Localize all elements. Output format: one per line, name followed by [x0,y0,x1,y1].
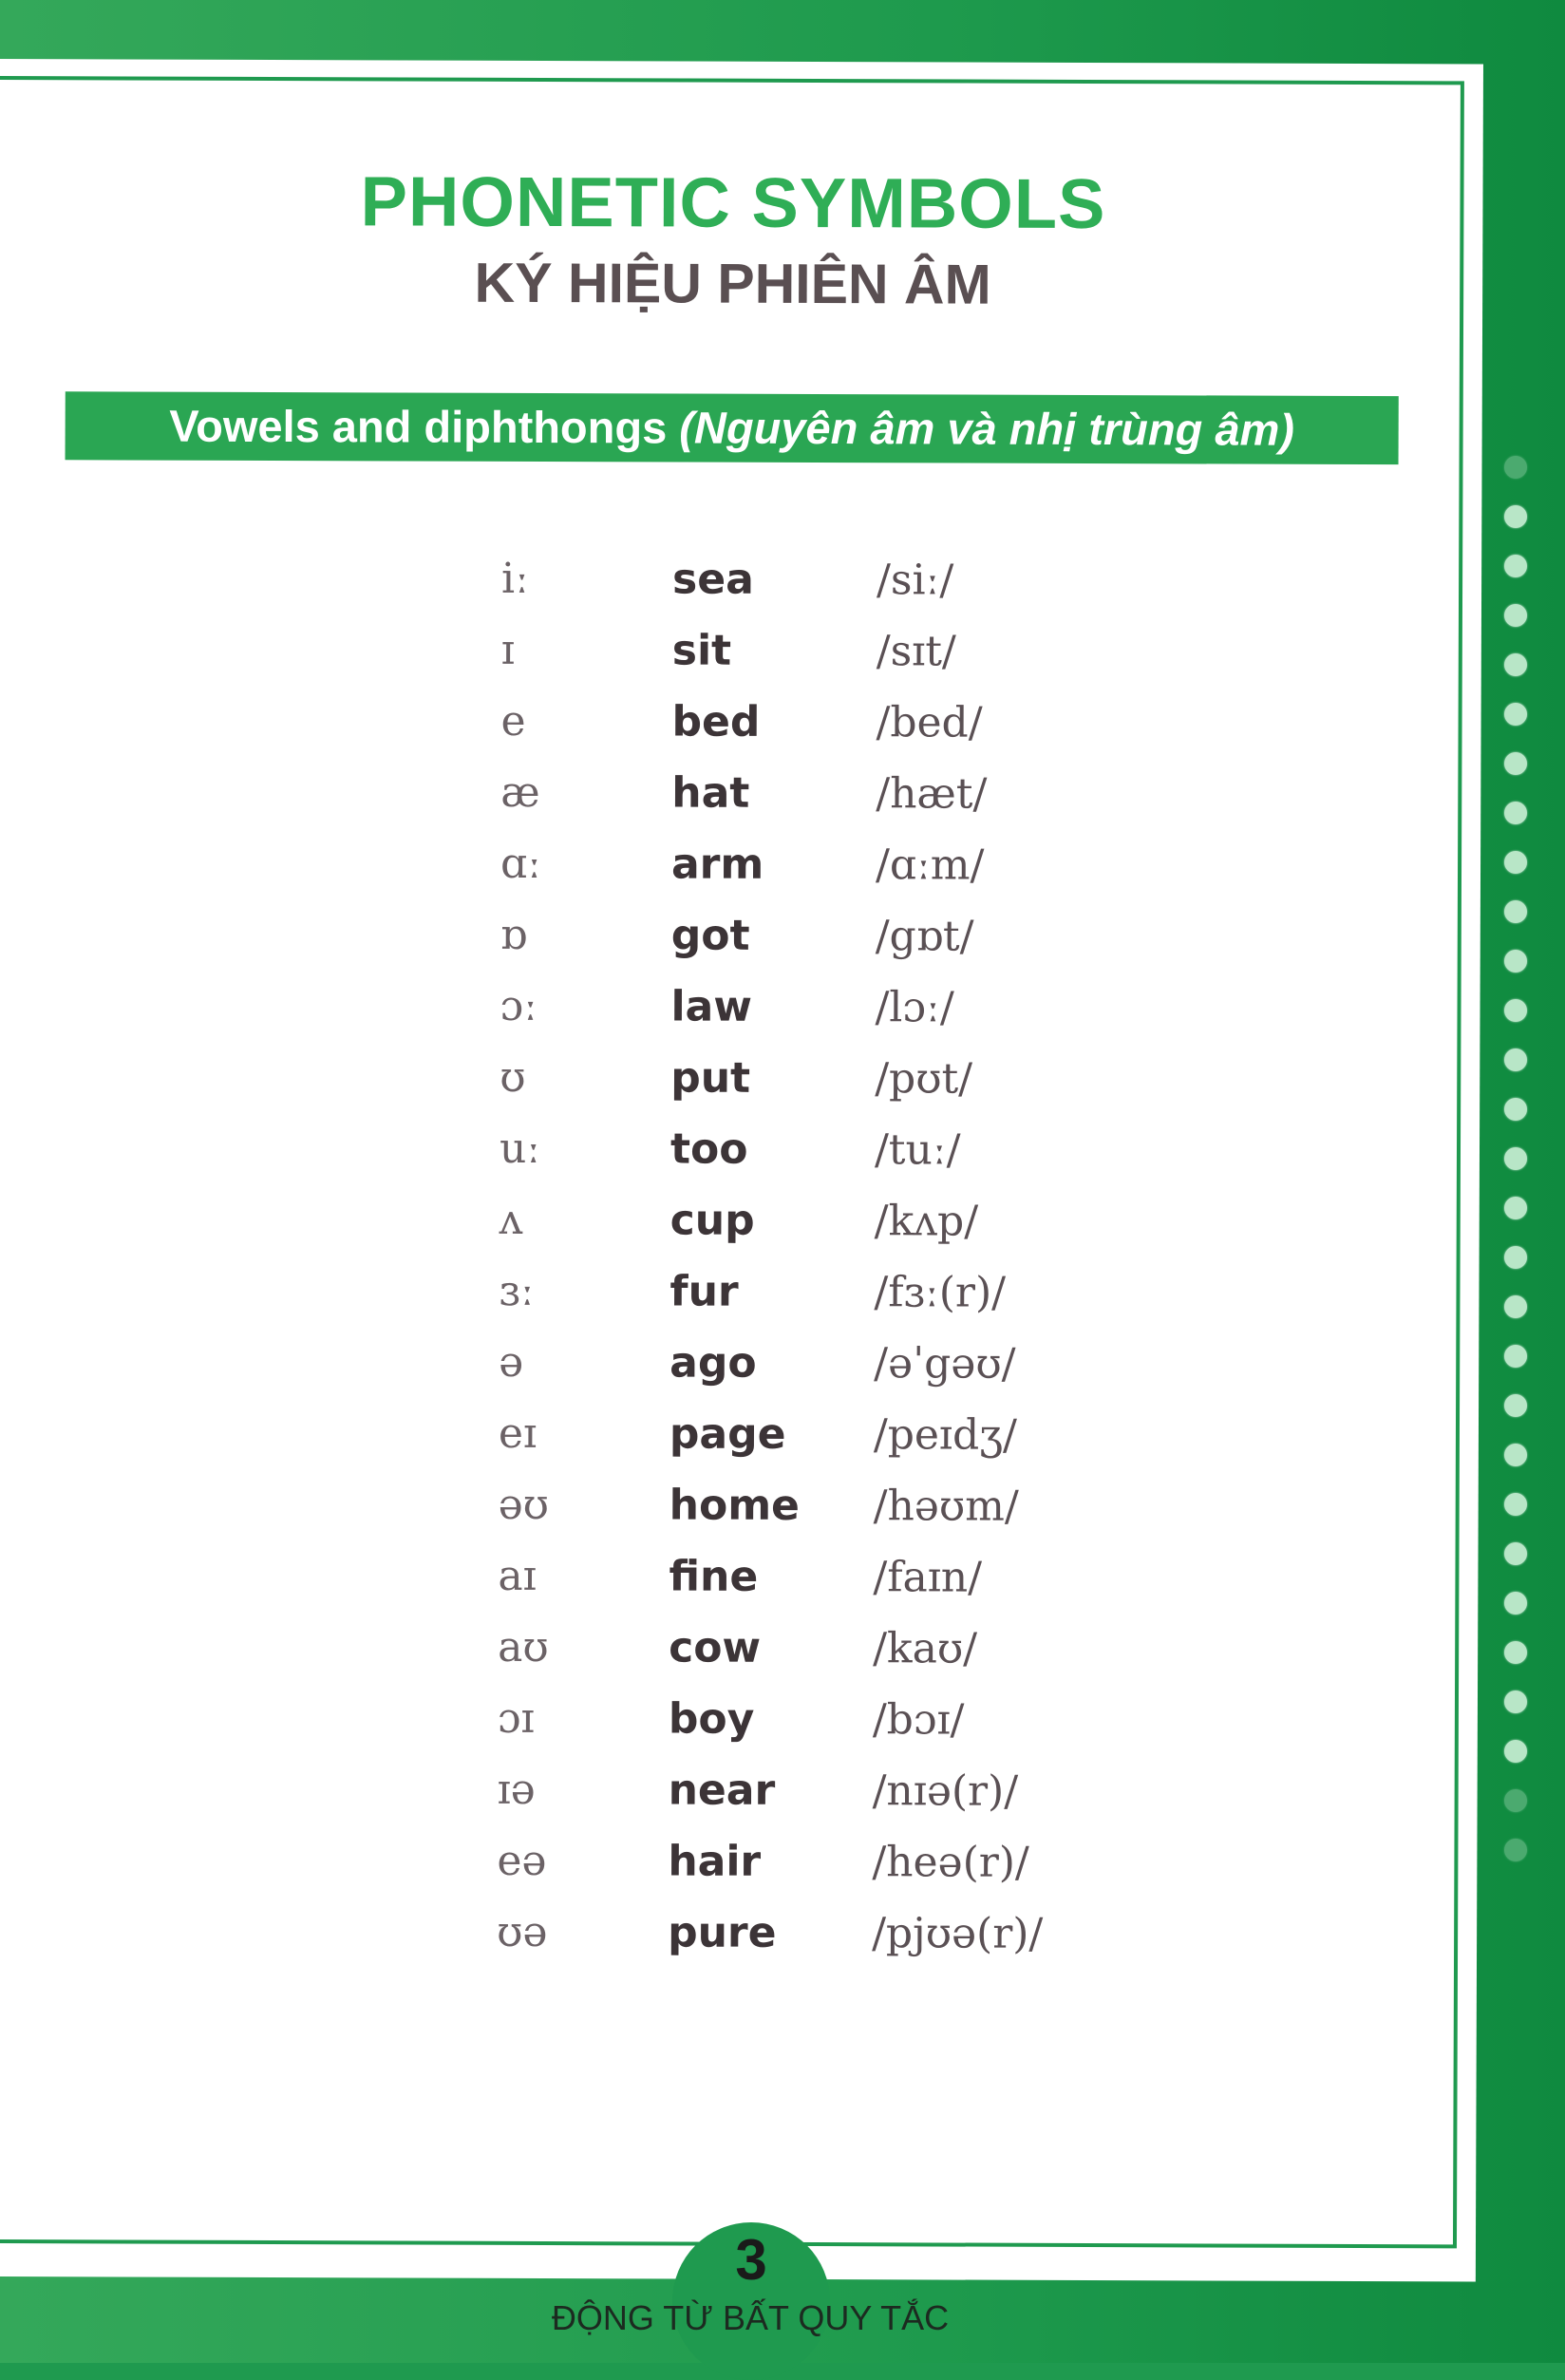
phonetic-symbol: iː [501,554,530,603]
phonetic-symbol: aɪ [498,1551,537,1600]
transcription: /bed/ [876,698,983,747]
table-row [0,1325,1479,1401]
transcription: /pjʊə(r)/ [872,1909,1044,1958]
phonetic-symbol: eə [497,1836,547,1886]
example-word: home [669,1481,801,1530]
transcription: /həʊm/ [873,1482,1019,1531]
example-word: hat [671,768,750,818]
table-row [0,613,1481,689]
binding-dot [1504,851,1527,874]
binding-dot [1504,703,1527,726]
example-word: got [670,911,750,960]
table-row [0,826,1480,902]
book-title-footer: ĐỘNG TỪ BẤT QUY TẮC [551,2298,950,2337]
transcription: /bɔɪ/ [872,1695,965,1745]
phonetic-symbol: ɪə [497,1765,536,1814]
transcription: /hæt/ [876,769,988,819]
book-page [0,59,1483,2281]
transcription: /ɑːm/ [875,841,985,890]
example-word: boy [668,1694,755,1744]
transcription: /pʊt/ [875,1054,973,1104]
phonetic-table [0,59,1483,2248]
phonetic-symbol: ə [499,1337,524,1387]
example-word: near [668,1766,776,1815]
phonetic-symbol: ɒ [500,910,528,959]
phonetic-symbol: ʊə [497,1907,548,1957]
binding-dot [1504,1394,1527,1417]
table-row [0,1539,1479,1615]
transcription: /faɪn/ [873,1553,983,1602]
binding-dot [1504,1295,1527,1318]
binding-dot [1504,1147,1527,1170]
binding-dot [1504,1691,1527,1713]
binding-dot [1504,1098,1527,1121]
example-word: law [670,982,753,1031]
example-word: hair [668,1837,762,1886]
binding-dot [1504,505,1527,528]
binding-dot [1504,900,1527,923]
binding-dot [1504,1839,1527,1861]
transcription: /heə(r)/ [872,1838,1029,1887]
table-row [0,541,1481,617]
example-word: fur [669,1267,739,1316]
example-word: cup [669,1196,755,1245]
transcription: /fɜː(r)/ [874,1268,1007,1317]
binding-dot [1504,752,1527,775]
phonetic-symbol: e [500,696,526,746]
table-row [0,1895,1477,1971]
table-row [0,1823,1478,1899]
table-row [0,755,1480,831]
phonetic-symbol: ɪ [500,625,515,674]
page-subtitle: KÝ HIỆU PHIÊN ÂM [474,251,991,316]
binding-dot [1504,1493,1527,1516]
binding-dot [1504,555,1527,577]
binding-dot [1504,1740,1527,1763]
binding-dot [1504,604,1527,627]
transcription: /siː/ [877,556,954,605]
binding-dot [1504,1789,1527,1812]
example-word: cow [669,1623,762,1672]
binding-dot [1504,1542,1527,1565]
phonetic-symbol: eɪ [498,1408,537,1458]
phonetic-symbol: əʊ [498,1480,550,1530]
binding-dot [1504,1592,1527,1615]
phonetic-symbol: ɔː [500,981,538,1030]
binding-dot [1504,1048,1527,1071]
binding-dot [1504,1246,1527,1269]
example-word: fine [669,1552,759,1601]
binding-dots [1504,456,1533,1880]
example-word: too [669,1124,748,1174]
transcription: /gɒt/ [875,912,974,961]
page-title: PHONETIC SYMBOLS [360,161,1106,244]
example-word: page [669,1409,786,1459]
table-row [0,1467,1479,1543]
transcription: /əˈgəʊ/ [874,1339,1016,1388]
section-label-vi: (Nguyên âm và nhị trùng âm) [679,402,1295,455]
table-row [0,1040,1480,1116]
table-row [0,684,1481,760]
transcription: /nɪə(r)/ [872,1766,1019,1816]
phonetic-symbol: ɑː [500,839,542,888]
transcription: /kʌp/ [874,1197,979,1246]
phonetic-symbol: æ [500,767,540,817]
page-number: 3 [735,2228,767,2292]
example-word: sea [672,555,754,604]
table-row [0,1182,1480,1258]
phonetic-symbol: ʊ [500,1052,526,1102]
binding-dot [1504,456,1527,479]
section-label: Vowels and diphthongs [169,400,668,453]
table-row [0,1752,1478,1828]
table-row [0,1254,1480,1330]
binding-dot [1504,1345,1527,1368]
table-row [0,1111,1480,1187]
phonetic-symbol: ʌ [499,1195,523,1244]
phonetic-symbol: uː [499,1124,541,1173]
transcription: /sɪt/ [876,627,956,676]
table-row [0,969,1480,1045]
binding-dot [1504,802,1527,824]
binding-dot [1504,653,1527,676]
phonetic-symbol: ɔɪ [497,1693,535,1743]
phonetic-symbol: ɜː [499,1266,535,1315]
example-word: pure [668,1908,777,1957]
example-word: arm [670,840,764,889]
transcription: /lɔː/ [875,983,954,1032]
example-word: put [670,1053,751,1103]
transcription: /kaʊ/ [873,1624,978,1673]
binding-dot [1504,999,1527,1022]
binding-dot [1504,1641,1527,1664]
table-row [0,897,1480,973]
table-row [0,1681,1478,1757]
binding-dot [1504,950,1527,973]
binding-dot [1504,1444,1527,1466]
table-row [0,1396,1479,1472]
example-word: ago [669,1338,757,1388]
example-word: bed [671,697,761,746]
transcription: /peɪdʒ/ [873,1410,1017,1460]
binding-dot [1504,1197,1527,1219]
transcription: /tuː/ [874,1125,961,1175]
table-row [0,1610,1478,1686]
phonetic-symbol: aʊ [498,1622,549,1672]
example-word: sit [671,626,732,675]
